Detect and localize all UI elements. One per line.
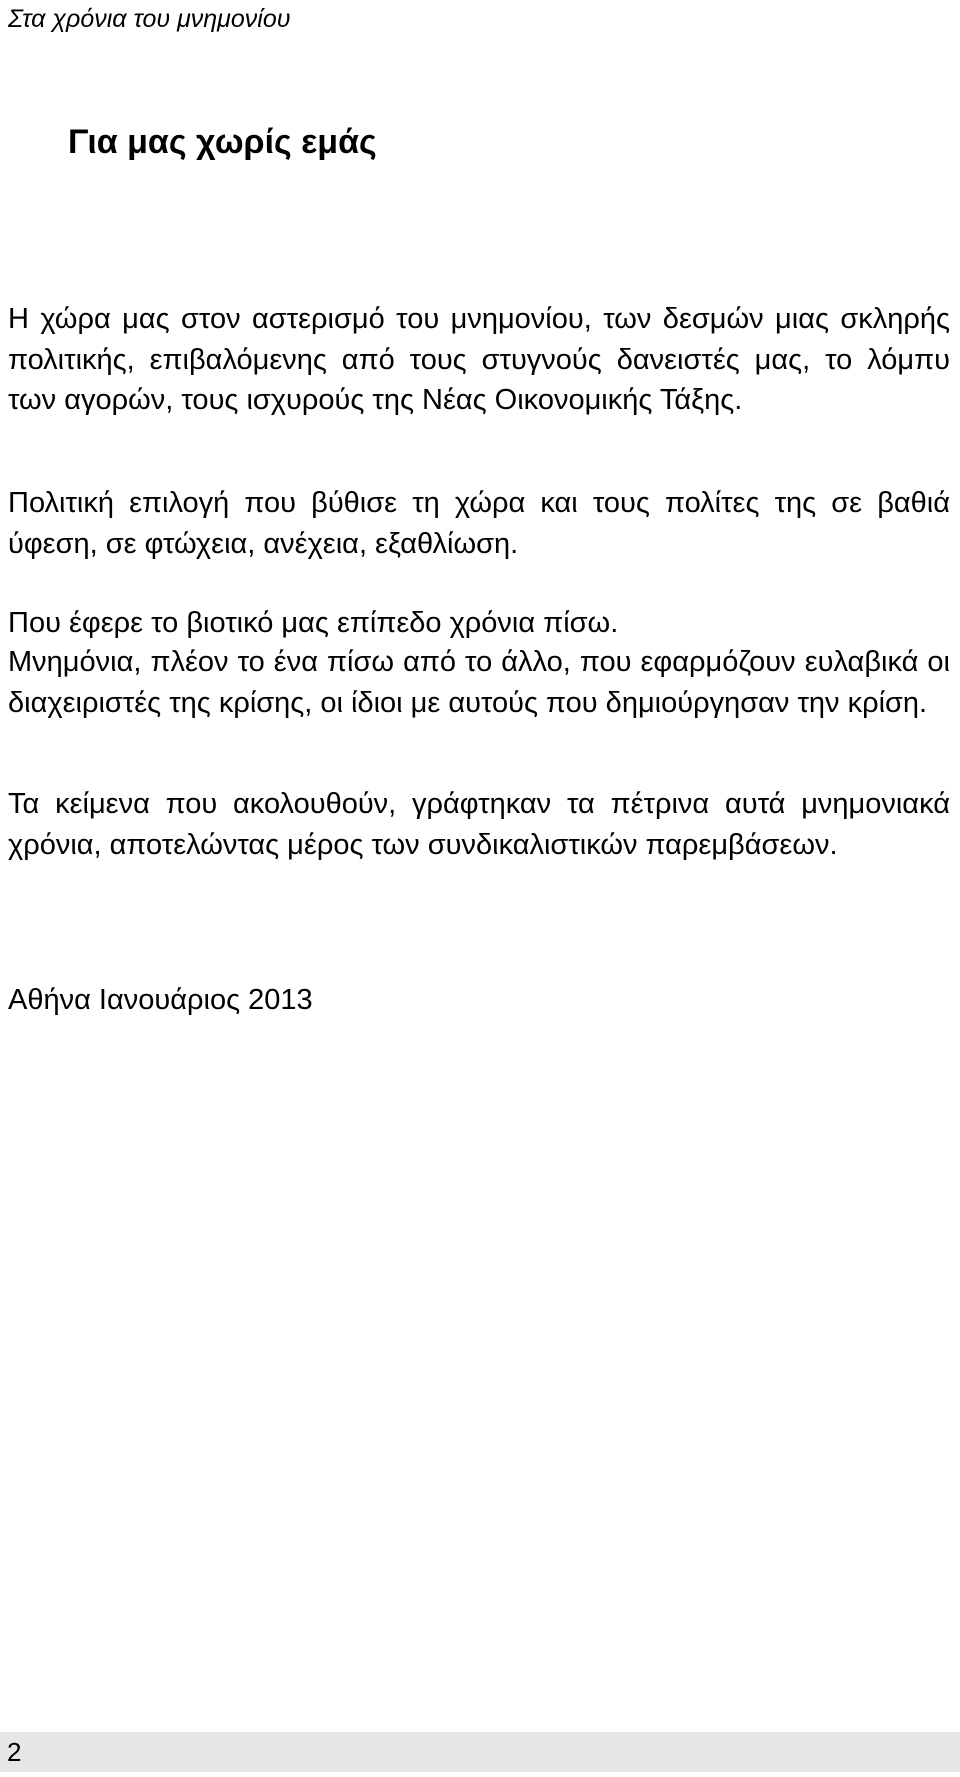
paragraph-policy: Πολιτική επιλογή που βύθισε τη χώρα και τους πολίτες της σε βαθιά ύφεση, σε φτώχεια, ανέχεια, εξαθλίωση.	[8, 487, 950, 560]
page-number: 2	[7, 1737, 22, 1767]
paragraph-living-standard: Που έφερε το βιοτικό μας επίπεδο χρόνια πίσω.	[8, 607, 619, 639]
paragraph-memoranda: Μνημόνια, πλέον το ένα πίσω από το άλλο, που εφαρμόζουν ευλαβικά οι διαχειριστές της κρίσης, οι ίδιοι με αυτούς που δημιούργησαν την κρίση.	[8, 646, 950, 719]
running-header: Στα χρόνια του μνημονίου	[8, 5, 291, 33]
page-title: Για μας χωρίς εμάς	[68, 123, 377, 161]
page-footer	[0, 1732, 960, 1772]
paragraph-texts: Τα κείμενα που ακολουθούν, γράφτηκαν τα πέτρινα αυτά μνημονιακά χρόνια, αποτελώντας μέρος των συνδικαλιστικών παρεμβάσεων.	[8, 788, 950, 861]
paragraph-intro: Η χώρα μας στον αστερισμό του μνημονίου, των δεσμών μιας σκληρής πολιτικής, επιβαλόμενης από τους στυγνούς δανειστές μας, το λόμπυ των αγορών, τους ισχυρούς της Νέας Οικονομικής Τάξης.	[8, 303, 950, 416]
date-line: Αθήνα Ιανουάριος 2013	[8, 984, 313, 1016]
